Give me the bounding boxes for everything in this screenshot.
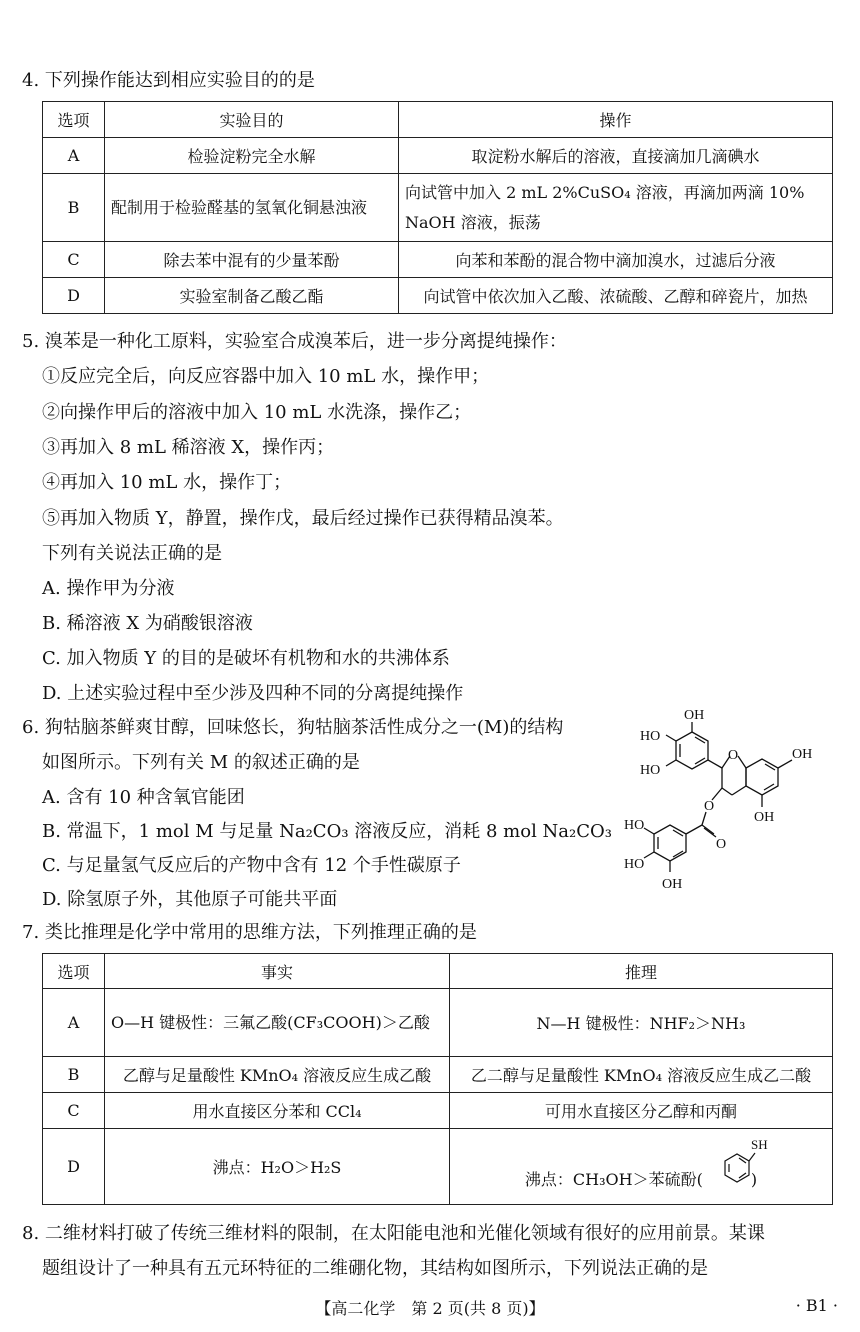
table-row [43, 174, 833, 242]
q4-header-option: 选项 [43, 102, 105, 138]
q5-prompt: 下列有关说法正确的是 [42, 543, 222, 564]
q5-option-b: B. 稀溶液 X 为硝酸银溶液 [42, 613, 253, 634]
q8-line1: 8. 二维材料打破了传统三维材料的限制，在太阳能电池和光催化领域有很好的应用前景。某课 [22, 1223, 765, 1244]
mol-label-ho-3: HO [624, 818, 645, 833]
q4-header-purpose: 实验目的 [105, 102, 399, 138]
q7-row-d-inference: 沸点：CH₃OH＞苯硫酚( ) [524, 1170, 758, 1189]
mol-label-oh-2: OH [792, 747, 813, 762]
page-footer: 【高二化学 第 2 页(共 8 页)】 [315, 1299, 545, 1318]
q5-step-2: ②向操作甲后的溶液中加入 10 mL 水洗涤，操作乙； [42, 402, 472, 423]
q7-row-c-inference: 可用水直接区分乙醇和丙酮 [450, 1093, 833, 1129]
mol-label-o-carbonyl: O [716, 837, 727, 852]
q4-row-a-label: A [43, 138, 105, 174]
q7-header-inference: 推理 [450, 954, 833, 989]
q4-row-c-purpose: 除去苯中混有的少量苯酚 [105, 242, 399, 278]
q5-option-a: A. 操作甲为分液 [42, 578, 175, 599]
q4-row-b-purpose: 配制用于检验醛基的氢氧化铜悬浊液 [105, 174, 399, 242]
q5-step-3: ③再加入 8 mL 稀溶液 X，操作丙； [42, 437, 335, 458]
q7-row-d-inference-cell [450, 1129, 833, 1205]
q4-row-d-purpose: 实验室制备乙酸乙酯 [105, 278, 399, 314]
q4-header-operation: 操作 [399, 102, 833, 138]
mol-label-ho-4: HO [624, 857, 645, 872]
thiophenol-structure [703, 1133, 773, 1195]
q4-row-d-operation: 向试管中依次加入乙酸、浓硫酸、乙醇和碎瓷片，加热 [399, 278, 833, 314]
table-row [43, 1057, 833, 1093]
mol-label-ho-1: HO [640, 729, 661, 744]
q7-row-b-inference: 乙二醇与足量酸性 KMnO₄ 溶液反应生成乙二酸 [450, 1057, 833, 1093]
mol-label-oh-3: OH [754, 810, 775, 825]
q7-row-a-label: A [43, 989, 105, 1057]
paper-code: · B1 · [795, 1296, 838, 1315]
table-row [43, 278, 833, 314]
q7-row-c-fact: 用水直接区分苯和 CCl₄ [105, 1093, 450, 1129]
q4-row-b-label: B [43, 174, 105, 242]
q7-row-a-inference: N—H 键极性：NHF₂＞NH₃ [450, 989, 833, 1057]
q8-line2: 题组设计了一种具有五元环特征的二维硼化物，其结构如图所示，下列说法正确的是 [42, 1258, 708, 1279]
q7-row-d-fact: 沸点：H₂O＞H₂S [105, 1129, 450, 1205]
q7-row-b-label: B [43, 1057, 105, 1093]
q5-stem: 5. 溴苯是一种化工原料，实验室合成溴苯后，进一步分离提纯操作： [22, 331, 567, 352]
mol-label-oh-1: OH [684, 708, 705, 723]
q5-option-d: D. 上述实验过程中至少涉及四种不同的分离提纯操作 [42, 683, 464, 704]
q7-row-d-label: D [43, 1129, 105, 1205]
table-row [43, 1129, 833, 1205]
q6-stem-line2: 如图所示。下列有关 M 的叙述正确的是 [42, 752, 360, 773]
q4-row-a-operation: 取淀粉水解后的溶液，直接滴加几滴碘水 [399, 138, 833, 174]
q6-option-a: A. 含有 10 种含氧官能团 [42, 787, 245, 808]
q5-step-5: ⑤再加入物质 Y，静置，操作戊，最后经过操作已获得精品溴苯。 [42, 508, 564, 529]
mol-label-o-ring: O [728, 748, 739, 763]
q6-option-d: D. 除氢原子外，其他原子可能共平面 [42, 889, 338, 910]
q6-stem-line1: 6. 狗牯脑茶鲜爽甘醇，回味悠长，狗牯脑茶活性成分之一(M)的结构 [22, 717, 564, 738]
q6-option-c: C. 与足量氢气反应后的产物中含有 12 个手性碳原子 [42, 855, 461, 876]
mol-label-ho-2: HO [640, 763, 661, 778]
mol-label-o-ester: O [704, 799, 715, 814]
table-row [43, 242, 833, 278]
q4-row-c-label: C [43, 242, 105, 278]
table-row [43, 138, 833, 174]
q7-header-fact: 事实 [105, 954, 450, 989]
q7-row-b-fact: 乙醇与足量酸性 KMnO₄ 溶液反应生成乙酸 [105, 1057, 450, 1093]
q5-option-c: C. 加入物质 Y 的目的是破坏有机物和水的共沸体系 [42, 648, 450, 669]
mol-label-oh-4: OH [662, 877, 683, 892]
q4-row-b-operation: 向试管中加入 2 mL 2%CuSO₄ 溶液，再滴加两滴 10% NaOH 溶液，振荡 [399, 174, 833, 242]
q4-table [42, 101, 833, 314]
q4-row-d-label: D [43, 278, 105, 314]
q4-stem: 4. 下列操作能达到相应实验目的的是 [22, 70, 315, 91]
q7-stem: 7. 类比推理是化学中常用的思维方法，下列推理正确的是 [22, 922, 477, 943]
q6-molecule-structure [622, 700, 840, 900]
q4-row-c-operation: 向苯和苯酚的混合物中滴加溴水，过滤后分液 [399, 242, 833, 278]
q6-option-b: B. 常温下，1 mol M 与足量 Na₂CO₃ 溶液反应，消耗 8 mol Na₂CO₃ [42, 821, 612, 842]
table-row [43, 989, 833, 1057]
q7-table [42, 953, 833, 1205]
q5-step-1: ①反应完全后，向反应容器中加入 10 mL 水，操作甲； [42, 366, 490, 387]
thiophenol-sh-label: SH [751, 1137, 768, 1152]
q7-row-c-label: C [43, 1093, 105, 1129]
q7-header-option: 选项 [43, 954, 105, 989]
q7-row-a-fact: O—H 键极性：三氟乙酸(CF₃COOH)＞乙酸 [105, 989, 450, 1057]
table-row [43, 1093, 833, 1129]
q5-step-4: ④再加入 10 mL 水，操作丁； [42, 472, 292, 493]
q4-row-a-purpose: 检验淀粉完全水解 [105, 138, 399, 174]
